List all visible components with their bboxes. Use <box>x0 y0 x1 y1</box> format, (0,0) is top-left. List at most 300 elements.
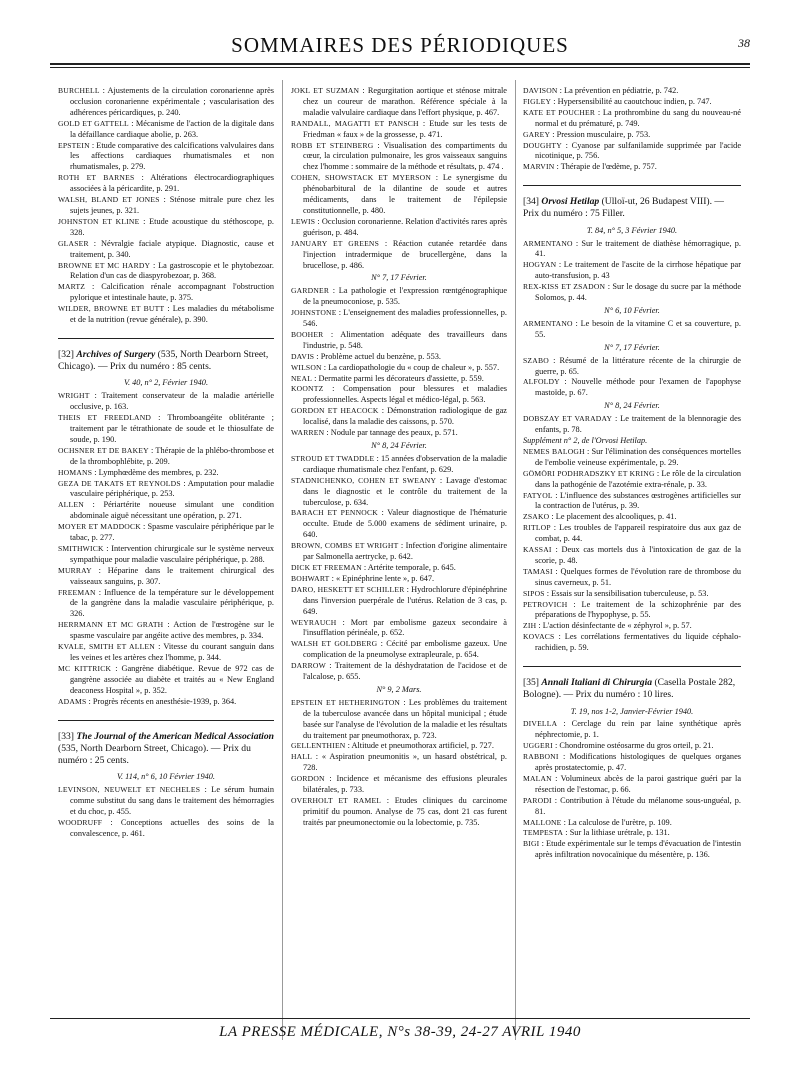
article-entry <box>291 585 507 618</box>
article-entry <box>523 719 741 741</box>
article-title: : Altérations électrocardiographiques associées à la péricardite, p. 291. <box>70 173 275 194</box>
article-authors: HOGYAN <box>523 260 557 270</box>
article-authors: GEZA DE TAKATS ET REYNOLDS <box>58 478 181 488</box>
article-entry <box>523 447 741 469</box>
journal-address: (535, North Dearborn Street, Chicago). — Prix du numéro : 25 cents. <box>58 742 251 766</box>
article-title: : Réaction cutanée retardée dans l'injection intradermique de brucellergène, dans la brucellose, p. 486. <box>303 238 507 270</box>
article-authors: BIGI <box>523 839 540 849</box>
article-authors: PARODI <box>523 795 552 805</box>
article-title: : Sur le traitement de diathèse hémorragique, p. 41. <box>535 238 741 259</box>
issue-heading: N° 8, 24 Février. <box>604 401 660 411</box>
article-entry <box>523 282 741 304</box>
article-title: : Altitude et pneumothorax artificiel, p. 727. <box>345 741 494 751</box>
article-entry <box>291 384 507 406</box>
article-authors: WILDER, BROWNE ET BUTT <box>58 304 165 314</box>
article-entry <box>523 319 741 341</box>
article-entry <box>291 308 507 330</box>
article-entry <box>523 545 741 567</box>
article-entry <box>58 544 274 566</box>
article-title: : Le placement des alcooliques, p. 41. <box>549 512 677 522</box>
article-title: : Les maladies du métabolisme et de la nutrition (revue générale), p. 390. <box>70 304 275 325</box>
article-entry <box>58 239 274 261</box>
article-entry <box>291 352 507 363</box>
article-authors: KOVACS <box>523 632 555 642</box>
article-title: : Hydrochlorure d'épinéphrine dans l'inversion puerpérale de l'utérus. Relation de 3 cas, p. 649. <box>303 584 507 616</box>
journal-name: Archives of Surgery <box>76 348 156 360</box>
article-entry <box>58 261 274 283</box>
article-entry <box>291 286 507 308</box>
article-entry <box>58 173 274 195</box>
article-authors: REX-KISS ET ZSADON <box>523 282 606 292</box>
article-entry <box>523 130 741 141</box>
article-authors: OVERHOLT ET RAMEL <box>291 796 382 805</box>
article-entry <box>291 173 507 217</box>
article-entry <box>58 86 274 119</box>
article-entry <box>523 260 741 282</box>
article-entry <box>58 664 274 697</box>
article-authors: NEAL <box>291 373 313 383</box>
article-authors: FIGLEY <box>523 96 552 106</box>
article-title: : Deux cas mortels dus à l'intoxication de gaz de la scorie, p. 48. <box>535 545 741 565</box>
column-divider <box>515 80 516 1040</box>
header-rule-thin <box>50 67 750 68</box>
article-title: : Spasme vasculaire périphérique par le tabac, p. 277. <box>70 522 274 543</box>
article-entry <box>523 377 741 399</box>
issue-heading: N° 6, 10 Février. <box>604 306 660 315</box>
article-title: : Etude acoustique du stéthoscope, p. 328. <box>70 216 274 237</box>
journal-heading <box>523 196 741 220</box>
article-entry <box>58 620 274 642</box>
article-authors: WEYRAUCH <box>291 617 337 627</box>
article-entry <box>58 697 274 708</box>
article-title: : Cécité par embolisme gazeux. Une complication de la pneumolyse extrapleurale, p. 654. <box>303 639 507 660</box>
article-authors: SIPOS <box>523 588 545 598</box>
article-authors: GÖMÖRI PODHRADSZKY ET KRING <box>523 468 655 478</box>
article-entry <box>291 428 507 439</box>
article-entry <box>291 454 507 476</box>
article-authors: KVALE, SMITH ET ALLEN <box>58 642 155 652</box>
article-entry <box>291 141 507 174</box>
article-title: : « Epinéphrine lente », p. 647. <box>329 573 435 583</box>
article-entry <box>291 217 507 239</box>
page-header-title: SOMMAIRES DES PÉRIODIQUES <box>231 33 569 57</box>
article-title: : Compensation pour blessures et maladies professionnelles. Aspects légal et médico-légal, p. 563. <box>303 384 507 405</box>
journal-name: Orvosi Hetilap <box>541 196 600 208</box>
article-entry <box>523 86 741 97</box>
journal-name: The Journal of the American Medical Association <box>76 730 274 742</box>
article-authors: HOMANS <box>58 467 93 477</box>
section-separator <box>523 666 741 667</box>
article-authors: FATYOL <box>523 490 553 500</box>
article-authors: BROWNE ET MC HARDY <box>58 260 151 270</box>
article-entry <box>58 413 274 446</box>
article-entry <box>523 796 741 818</box>
article-title: : Nodule par tannage des peaux, p. 571. <box>324 428 458 438</box>
section-separator <box>58 720 274 721</box>
article-title: : Cyanose par sulfanilamide supprimée par l'acide nicotinique, p. 756. <box>535 140 741 161</box>
article-title: : La pathologie et l'expression rœntgénographique de la pneumoconiose, p. 535. <box>303 286 507 307</box>
article-entry <box>58 282 274 304</box>
article-title: : Héparine dans le traitement chirurgical des vaisseaux sanguins, p. 307. <box>70 565 274 586</box>
article-authors: LEVINSON, NEUWELT ET NECHELES <box>58 785 201 795</box>
issue-heading: T. 84, n° 5, 3 Février 1940. <box>586 225 678 235</box>
article-entry <box>291 752 507 774</box>
article-entry <box>523 239 741 261</box>
journal-number: [34] <box>523 196 539 208</box>
article-authors: DAVISON <box>523 86 558 95</box>
article-title: : Artérite temporale, p. 645. <box>361 562 456 572</box>
article-authors: ALFOLDY <box>523 377 560 387</box>
journal-number: [33] <box>58 730 74 742</box>
article-authors: OCHSNER ET DE BAKEY <box>58 445 149 455</box>
article-entry <box>291 741 507 752</box>
article-title: : Sténose mitrale pure chez les sujets jeunes, p. 321. <box>70 195 275 215</box>
article-entry <box>523 141 741 163</box>
article-authors: DAVIS <box>291 351 315 361</box>
issue-heading: V. 40, n° 2, Février 1940. <box>123 378 209 388</box>
article-authors: BURCHELL <box>58 86 100 95</box>
page-number: 38 <box>738 36 750 50</box>
issue-heading: N° 9, 2 Mars. <box>376 684 422 694</box>
article-authors: LEWIS <box>291 216 316 226</box>
article-authors: HALL <box>291 752 313 762</box>
article-title: : Le synergisme du phénobarbitural de la dilantine de soude et autres médicaments, dans le traitement de l'épilepsie constitutionnelle, p. 480. <box>303 173 507 215</box>
article-entry <box>291 541 507 563</box>
article-authors: DOUGHTY <box>523 140 562 150</box>
article-authors: STROUD ET TWADDLE <box>291 453 375 463</box>
article-title: : La cardiopathologie du « coup de chaleur », p. 557. <box>321 362 500 372</box>
article-title: : Lymphœdème des membres, p. 232. <box>92 467 219 477</box>
article-authors: GARDNER <box>291 286 330 296</box>
article-entry <box>58 479 274 501</box>
article-entry <box>58 446 274 468</box>
journal-number: [32] <box>58 348 74 360</box>
footer-rule <box>50 1018 750 1019</box>
article-title: : L'influence des substances œstrogènes artificielles sur la contraction de l'utérus, p. 39. <box>535 490 741 511</box>
article-entry <box>58 119 274 141</box>
article-authors: RABBONI <box>523 752 559 762</box>
article-title: : Infection d'origine alimentaire par Salmonella aertrycke, p. 642. <box>303 541 507 562</box>
article-title: : Dermatite parmi les décorateurs d'assiette, p. 559. <box>312 373 484 383</box>
article-title: : Incidence et mécanisme des effusions pleurales bilatérales, p. 733. <box>303 774 507 795</box>
article-entry <box>291 796 507 829</box>
article-title: : La calculose de l'urètre, p. 109. <box>561 817 672 827</box>
article-title: : Modifications histologiques de quelques organes après prostatectomie, p. 47. <box>535 752 741 773</box>
article-entry <box>523 589 741 600</box>
article-entry <box>291 639 507 661</box>
article-title: : Mécanisme de l'action de la digitale dans la défaillance cardiaque aboliе, p. 263. <box>70 118 274 139</box>
article-title: : Cerclage du rein par laine synthétique après néphrectomie, p. 1. <box>535 719 741 740</box>
article-entry <box>58 468 274 479</box>
article-entry <box>523 567 741 589</box>
article-title: : Traitement conservateur de la maladie artérielle occlusive, p. 163. <box>70 391 274 412</box>
article-entry <box>291 119 507 141</box>
issue-heading: N° 8, 24 Février. <box>371 441 427 450</box>
article-title: : Visualisation des compartiments du cœur, la circulation pulmonaire, les gros vaisseaux sanguins chez l'homme : sommaire de la méthode et résultats, p. 474 . <box>303 140 507 172</box>
article-title: : Le sérum humain comme substitut du sang dans le traitement des hémorragies et du choc, p. 455. <box>70 785 274 816</box>
column-middle <box>291 86 507 829</box>
article-title: : Les corrélations fermentatives du liquide céphalo-rachidien, p. 59. <box>535 632 741 653</box>
header-rule <box>50 63 750 65</box>
article-entry <box>523 108 741 130</box>
article-title: : Nouvelle méthode pour l'examen de l'apophyse mastoïde, p. 67. <box>535 377 741 398</box>
article-authors: ARMENTANO <box>523 318 573 328</box>
article-title: : Résumé de la littérature récente de la chirurgie de guerre, p. 65. <box>535 355 741 376</box>
article-authors: WOODRUFF <box>58 817 103 827</box>
article-authors: EPSTEIN ET HETHERINGTON <box>291 697 401 707</box>
article-entry <box>291 330 507 352</box>
article-title: : Ajustements de la circulation coronarienne après occlusion coronarienne expérimentale ; vascularisation des adhérences péricardiques, p. 240. <box>70 86 274 117</box>
article-authors: WALSH ET GOLDBERG <box>291 639 378 649</box>
article-entry <box>291 508 507 541</box>
section-separator <box>58 338 274 339</box>
article-authors: HERRMANN ET MC GRATH <box>58 620 164 630</box>
article-title: : Quelques formes de l'évolution rare de thrombose du sinus caverneux, p. 51. <box>535 566 741 587</box>
article-title: : Problème actuel du benzène, p. 553. <box>314 351 441 361</box>
article-entry <box>523 632 741 654</box>
article-title: : Vitesse du courant sanguin dans les veines et les artères chez l'homme, p. 344. <box>70 642 274 662</box>
article-authors: THEIS ET FREEDLAND <box>58 413 152 423</box>
article-title: : Thromboangéite oblitérante ; traitement par le tétrathionate de soude et le thiosulfate de soude, p. 190. <box>70 413 274 444</box>
article-authors: MOYER ET MADDOCK <box>58 522 141 532</box>
article-authors: RITLOP <box>523 523 551 533</box>
article-authors: GOLD ET GATTELL <box>58 118 129 128</box>
article-authors: SZABO <box>523 355 549 365</box>
article-title: : Regurgitation aortique et sténose mitrale chez un coureur de marathon. Référence spéciale à la maladie valvulaire cardiaque dans l'effort physique, p. 467. <box>303 86 507 117</box>
article-authors: GORDON ET HEACOCK <box>291 406 379 416</box>
article-entry <box>58 195 274 217</box>
article-title: : Gangrène diabétique. Revue de 972 cas de gangrène associée au diabète et traités au « New England deaconess Hospital », p. 352. <box>70 663 274 695</box>
article-authors: DOBSZAY ET VARADAY <box>523 414 613 424</box>
article-title: : Contribution à l'étude du mélanome sous-unguéal, p. 81. <box>535 795 741 816</box>
article-entry <box>523 621 741 632</box>
article-title: : Le traitement de la blennoragie des enfants, p. 78. <box>535 414 741 435</box>
article-title: : L'action désinfectante de « zéphyrol », p. 57. <box>536 621 692 631</box>
article-title: : Névralgie faciale atypique. Diagnostic, cause et traitement, p. 340. <box>70 238 274 259</box>
article-entry <box>58 785 274 818</box>
article-authors: MALLONE <box>523 817 562 827</box>
article-authors: ZIH <box>523 621 537 631</box>
article-entry <box>291 476 507 509</box>
journal-heading <box>523 677 741 701</box>
issue-heading: T. 19, nos 1-2, Janvier-Février 1940. <box>570 706 694 716</box>
article-title: : Intervention chirurgicale sur le système nerveux sympathique pour maladie vasculaire périphérique, p. 288. <box>70 543 274 564</box>
article-entry <box>291 563 507 574</box>
article-authors: UGGERI <box>523 741 553 751</box>
column-left <box>58 86 274 840</box>
journal-address: (Casella Postale 282, Bologne). — Prix du numéro : 10 lires. <box>523 677 736 701</box>
article-title: : Mort par embolisme gazeux secondaire à l'insufflation périnéale, p. 652. <box>303 617 507 638</box>
article-title: : La gastroscopie et le phytobezoar. Relation d'un cas de diaspyrobezoar, p. 368. <box>70 260 274 281</box>
article-authors: EPSTEIN <box>58 140 90 150</box>
article-authors: DARROW <box>291 661 326 671</box>
article-title: : Chondromine ostéosarme du gros orteil, p. 21. <box>552 741 714 751</box>
article-entry <box>291 374 507 385</box>
article-authors: ROBB ET STEINBERG <box>291 140 374 150</box>
journal-address: (535, North Dearborn Street, Chicago). — Prix du numéro : 85 cents. <box>58 348 269 373</box>
article-authors: WARREN <box>291 428 325 438</box>
article-entry <box>58 391 274 413</box>
article-entry <box>291 698 507 742</box>
article-authors: BOOHER <box>291 329 324 339</box>
article-entry <box>523 512 741 523</box>
article-entry <box>523 356 741 378</box>
article-authors: KOONTZ <box>291 384 324 394</box>
article-authors: JOHNSTON ET KLINE <box>58 216 140 226</box>
article-entry <box>523 491 741 513</box>
article-authors: BARACH ET PENNOCK <box>291 508 378 518</box>
article-entry <box>291 661 507 683</box>
article-authors: ADAMS <box>58 696 87 706</box>
article-title: : Sur le dosage du sucre par la méthode Solomos, p. 44. <box>535 282 742 303</box>
article-entry <box>58 588 274 621</box>
article-title: : Démonstration radiologique de gaz localisé, dans la maladie des caissons, p. 570. <box>303 406 507 427</box>
article-entry <box>523 828 741 839</box>
article-authors: WALSH, BLAND ET JONES <box>58 195 160 205</box>
journal-name: Annali Italiani di Chirurgia <box>541 677 653 689</box>
article-authors: BOHWART <box>291 573 330 583</box>
article-title: : Etude expérimentale sur le temps d'évacuation de l'intestin après infiltration novocaïnique du mésentère, p. 136. <box>535 839 741 860</box>
article-authors: MURRAY <box>58 565 92 575</box>
article-authors: DIVELLA <box>523 719 558 729</box>
article-title: : Sur la lithiase urétrale, p. 131. <box>563 828 670 838</box>
article-title: : Les problèmes du traitement de la tuberculose avancée dans un hôpital municipal ; étude basée sur l'analyse de l'évolution de la maladie et les résultats du traitement par pneumothorax, p. 723. <box>303 697 507 740</box>
article-entry <box>523 162 741 173</box>
article-authors: SMITHWICK <box>58 543 104 553</box>
article-title: : Volumineux abcès de la paroi gastrique guéri par la résection de l'estomac, p. 66. <box>535 773 741 794</box>
article-title: : Sur l'élimination des conséquences mortelles de l'embolie veineuse expérimentale, p. 29. <box>535 446 741 467</box>
article-entry <box>291 86 507 119</box>
article-title: : Etude sur les tests de Friedman « faux » de la grossesse, p. 471. <box>303 118 507 139</box>
article-authors: ALLEN <box>58 500 84 510</box>
article-authors: GAREY <box>523 129 551 139</box>
section-separator <box>523 185 741 186</box>
article-title: : Traitement de la déshydratation de l'acidose et de l'alcalose, p. 655. <box>303 661 507 682</box>
article-authors: JOHNSTONE <box>291 308 337 318</box>
article-entry <box>523 600 741 622</box>
article-authors: MC KITTRICK <box>58 663 112 673</box>
article-entry <box>58 522 274 544</box>
article-title: : 15 années d'observation de la maladie cardiaque rhumatismale chez l'enfant, p. 629. <box>303 453 507 474</box>
article-entry <box>523 774 741 796</box>
article-title: : Etudes cliniques du carcinome primitif du poumon. Analyse de 75 cas, dont 21 cas furent traités par pneumonectomie ou la lobectomie, p. 735. <box>303 796 507 827</box>
article-entry <box>291 774 507 796</box>
article-entry <box>523 839 741 861</box>
article-authors: NEMES BALOGH <box>523 446 585 456</box>
article-title: : Les troubles de l'appareil respiratoire dus aux gaz de combat, p. 44. <box>535 523 741 544</box>
article-title: : Le besoin de la vitamine C et sa couverture, p. 55. <box>535 318 741 339</box>
page-footer: LA PRESSE MÉDICALE, N°s 38-39, 24-27 AVRIL 1940 <box>219 1024 581 1040</box>
article-authors: BROWN, COMBS ET WRIGHT <box>291 541 399 551</box>
article-authors: TAMASI <box>523 566 553 576</box>
article-title: : Progrès récents en anesthésie-1939, p. 364. <box>86 696 237 706</box>
article-entry <box>291 406 507 428</box>
article-title: : Calcification rénale accompagnant l'obstruction pylorique et intestinale haute, p. 375. <box>70 282 274 303</box>
article-entry <box>523 752 741 774</box>
issue-heading: N° 7, 17 Février. <box>371 273 427 283</box>
article-title: : Action de l'œstrogène sur le spasme vasculaire par angéite active des membres, p. 334. <box>70 620 275 641</box>
article-entry <box>58 500 274 522</box>
article-title: : Influence de la température sur le développement de la gangrène dans la maladie vasculaire périphérique, p. 326. <box>70 587 274 619</box>
journal-address: (Ulloï-ut, 26 Budapest VIII). — Prix du numéro : 75 Filler. <box>523 196 725 220</box>
article-entry <box>58 217 274 239</box>
journal-number: [35] <box>523 677 539 689</box>
article-entry <box>523 97 741 108</box>
article-authors: DARO, HESKETT ET SCHILLER <box>291 584 405 594</box>
article-authors: COHEN, SHOWSTACK ET MYERSON <box>291 173 432 183</box>
article-authors: GORDON <box>291 774 325 784</box>
article-entry <box>291 363 507 374</box>
article-authors: GLASER <box>58 238 89 248</box>
article-title: : La prothrombine du sang du nouveau-né normal et du prématuré, p. 749. <box>535 107 741 128</box>
article-title: : Thérapie de l'œdème, p. 757. <box>554 162 657 172</box>
article-authors: ROTH ET BARNES <box>58 173 135 183</box>
article-title: : Thérapie de la phlébo-thrombose et de la thrombophlébite, p. 209. <box>70 445 275 466</box>
article-entry <box>523 741 741 752</box>
column-right <box>523 86 741 861</box>
article-title: : Le traitement de la schizophrénie par des préparations de l'hypophyse, p. 55. <box>535 599 741 620</box>
article-title: : Occlusion coronarienne. Relation d'activités rares après guérison, p. 484. <box>303 216 507 237</box>
article-entry <box>523 523 741 545</box>
article-title: : Le rôle de la circulation dans la pathogénie de l'azotémie extra-rénale, p. 33. <box>535 468 741 489</box>
article-entry <box>58 566 274 588</box>
article-title: : Conceptions actuelles des soins de la convalescence, p. 461. <box>70 817 274 838</box>
article-authors: FREEMAN <box>58 587 96 597</box>
article-title: : Essais sur la sensibilisation tuberculeuse, p. 53. <box>544 588 709 598</box>
article-authors: TEMPESTA <box>523 828 564 838</box>
article-entry <box>291 618 507 640</box>
column-divider <box>282 80 283 1040</box>
journal-heading <box>58 349 274 373</box>
article-authors: KASSAI <box>523 545 552 555</box>
article-entry <box>291 239 507 272</box>
article-authors: PETROVICH <box>523 599 568 609</box>
article-authors: MARTZ <box>58 282 86 292</box>
article-authors: JANUARY ET GREENS <box>291 238 380 248</box>
article-title: : Le traitement de l'ascite de la cirrhose hépatique par auto-transfusion, p. 43 <box>535 260 741 281</box>
article-authors: STADNICHENKO, COHEN ET SWEANY <box>291 475 437 485</box>
article-title: : « Aspiration pneumonitis », un hasard obstétrical, p. 728. <box>303 752 507 773</box>
issue-heading: V. 114, n° 6, 10 Février 1940. <box>117 772 215 782</box>
article-authors: JOKL ET SUZMAN <box>291 86 360 95</box>
article-title: : Pression musculaire, p. 753. <box>550 129 651 139</box>
article-title: : L'enseignement des maladies professionnelles, p. 546. <box>303 308 507 329</box>
article-authors: GELLENTHIEN <box>291 741 346 751</box>
supplement-heading: Supplément n° 2, de l'Orvosi Hetilap. <box>523 435 648 445</box>
article-entry <box>58 642 274 664</box>
article-authors: ARMENTANO <box>523 238 573 248</box>
article-entry <box>523 469 741 491</box>
article-entry <box>58 818 274 840</box>
issue-heading: N° 7, 17 Février. <box>604 342 660 352</box>
article-title: : Alimentation adéquate des travailleurs dans l'industrie, p. 548. <box>303 329 507 350</box>
article-authors: DICK ET FREEMAN <box>291 562 362 572</box>
article-title: : Hypersensibilité au caoutchouc indien, p. 747. <box>551 96 712 106</box>
journal-heading <box>58 731 274 768</box>
article-title: : La prévention en pédiatrie, p. 742. <box>557 86 679 95</box>
article-title: : Périartérite noueuse simulant une condition abdominale aiguë nécessitant une opération, p. 271. <box>70 500 274 521</box>
article-entry <box>58 304 274 326</box>
article-title: : Lavage d'estomac dans le diagnostic et le contrôle du traitement de la tuberculose, p. 634. <box>303 475 507 507</box>
article-authors: ZSAKO <box>523 512 550 522</box>
article-authors: WILSON <box>291 362 322 372</box>
article-title: : Valeur diagnostique de l'hématurie occulte. Etude de 5.000 examens de sédiment urinaire, p. 640. <box>303 508 507 540</box>
article-authors: RANDALL, MAGATTI ET PANSCH <box>291 118 419 128</box>
article-title: : Etude comparative des calcifications valvulaires dans les affections cardiaques rhumatismales et non rhumatismales, p. 279. <box>70 140 274 172</box>
article-authors: WRIGHT <box>58 391 90 401</box>
article-entry <box>58 141 274 174</box>
article-authors: MALAN <box>523 773 552 783</box>
